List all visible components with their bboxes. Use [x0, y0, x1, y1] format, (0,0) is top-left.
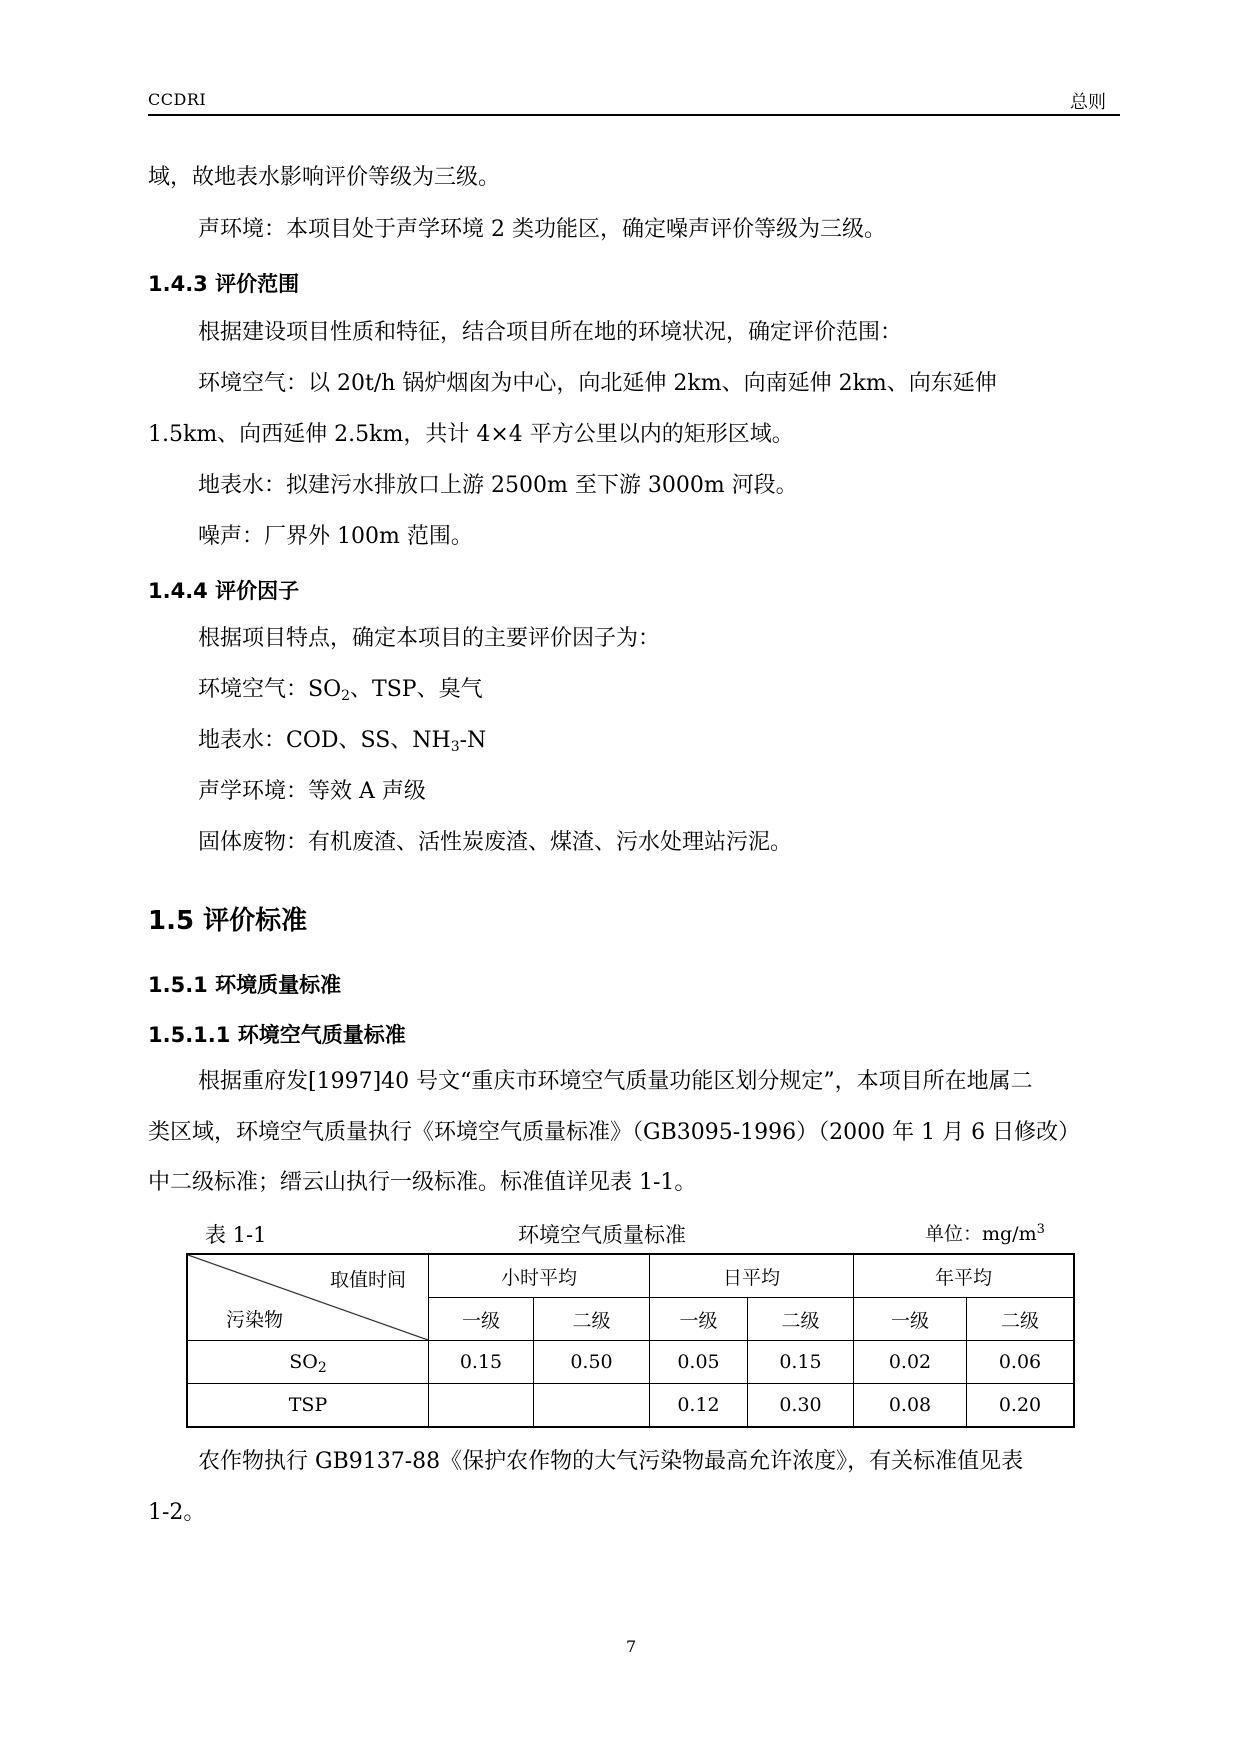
table-cell: 0.30 [748, 1384, 854, 1428]
group-header: 日平均 [650, 1254, 854, 1298]
table-cell: 0.50 [534, 1341, 650, 1384]
header-rule [148, 114, 1120, 116]
pollutant-name: TSP [187, 1384, 429, 1428]
table-row [187, 1384, 1074, 1428]
para-line: 环境空气：$SO_2$、TSP、臭气 [198, 677, 483, 704]
header-left: CCDRI [148, 90, 207, 109]
para-line: 环境空气：以 20t/h 锅炉烟囱为中心，向北延伸 2km、向南延伸 2km、向东延伸 [198, 371, 997, 396]
table-title: 环境空气质量标准 [518, 1223, 686, 1247]
table-number: 表 1-1 [205, 1223, 267, 1247]
para-line: 根据重府发[1997]40 号文“重庆市环境空气质量功能区划分规定”，本项目所在地属二 [198, 1069, 1033, 1094]
para-line: 声学环境：等效 A 声级 [198, 779, 426, 804]
para-line: 域，故地表水影响评价等级为三级。 [148, 165, 501, 190]
pollutant-name: $SO_2$ [187, 1341, 429, 1384]
heading-1-5-1: 1.5.1 环境质量标准 [148, 973, 342, 997]
para-line: 类区域，环境空气质量执行《环境空气质量标准》（GB3095-1996）（2000 年 1 月 6 日修改） [148, 1120, 1081, 1145]
para-line: 声环境：本项目处于声学环境 2 类功能区，确定噪声评价等级为三级。 [198, 217, 886, 242]
table-cell: 0.12 [650, 1384, 748, 1428]
page-number: 7 [626, 1637, 637, 1656]
para-line: 根据项目特点，确定本项目的主要评价因子为： [198, 626, 661, 651]
table-cell: 0.15 [429, 1341, 534, 1384]
table-cell: 0.08 [854, 1384, 967, 1428]
heading-1-4-4: 1.4.4 评价因子 [148, 579, 300, 603]
table-row [187, 1341, 1074, 1384]
table-cell: 0.15 [748, 1341, 854, 1384]
table-cell: 0.02 [854, 1341, 967, 1384]
para-line: 根据建设项目性质和特征，结合项目所在地的环境状况，确定评价范围： [198, 320, 903, 345]
diag-header-time: 取值时间 [329, 1269, 406, 1291]
grade-header: 一级 [650, 1298, 748, 1341]
table-unit: 单位：$mg/m^3$ [925, 1222, 1045, 1245]
header-right: 总则 [1070, 92, 1106, 113]
para-line: 地表水：拟建污水排放口上游 2500m 至下游 3000m 河段。 [198, 473, 798, 498]
para-line: 中二级标准；缙云山执行一级标准。标准值详见表 1-1。 [148, 1170, 697, 1195]
heading-1-5-1-1: 1.5.1.1 环境空气质量标准 [148, 1023, 406, 1047]
grade-header: 二级 [748, 1298, 854, 1341]
diagonal-header-cell [187, 1254, 429, 1341]
grade-header: 二级 [967, 1298, 1075, 1341]
para-line: 固体废物：有机废渣、活性炭废渣、煤渣、污水处理站污泥。 [198, 830, 793, 855]
table-cell [429, 1384, 534, 1428]
para-line: 噪声：厂界外 100m 范围。 [198, 524, 473, 549]
diag-header-pollutant: 污染物 [226, 1309, 284, 1331]
para-line: 1-2。 [148, 1500, 206, 1525]
para-line: 1.5km、向西延伸 2.5km，共计 4×4 平方公里以内的矩形区域。 [148, 422, 794, 447]
grade-header: 一级 [854, 1298, 967, 1341]
table-cell [534, 1384, 650, 1428]
air-quality-standard-table [186, 1253, 1075, 1428]
table-cell: 0.05 [650, 1341, 748, 1384]
grade-header: 一级 [429, 1298, 534, 1341]
para-line: 农作物执行 GB9137-88《保护农作物的大气污染物最高允许浓度》，有关标准值见表 [198, 1449, 1024, 1474]
group-header: 年平均 [854, 1254, 1075, 1298]
group-header: 小时平均 [429, 1254, 650, 1298]
table-header-row [187, 1254, 1074, 1298]
table-cell: 0.20 [967, 1384, 1075, 1428]
heading-1-5: 1.5 评价标准 [148, 906, 308, 936]
grade-header: 二级 [534, 1298, 650, 1341]
table-cell: 0.06 [967, 1341, 1075, 1384]
para-line: 地表水：COD、SS、$NH_3-N$ [198, 728, 487, 755]
heading-1-4-3: 1.4.3 评价范围 [148, 272, 300, 296]
